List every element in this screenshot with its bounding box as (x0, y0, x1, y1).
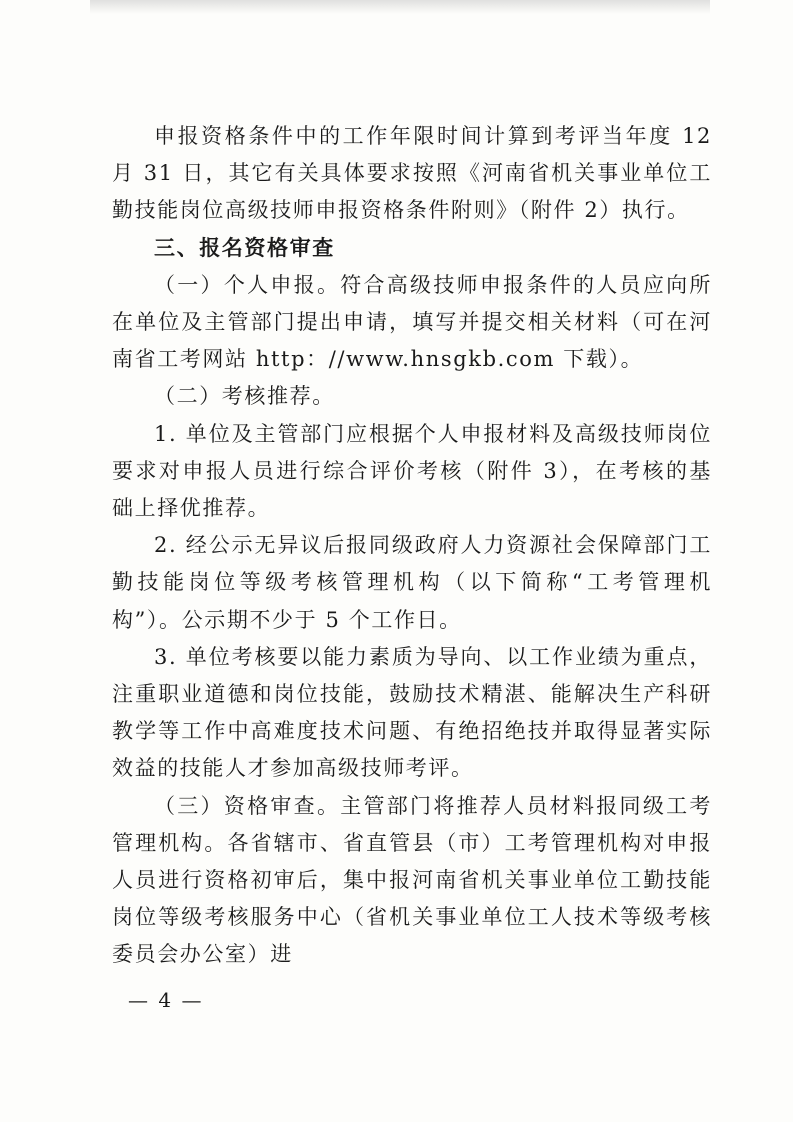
paragraph-qualification-review: （三）资格审查。主管部门将推荐人员材料报同级工考管理机构。各省辖市、省直管县（市）工考管理机构对申报人员进行资格初审后，集中报河南省机关事业单位工勤技能岗位等级考核服务中心（省机关事业单位工人技术等级考核委员会办公室）进 (112, 793, 712, 967)
paragraph-item-1: 1. 单位及主管部门应根据个人申报材料及高级技师岗位要求对申报人员进行综合评价考核（附件 3），在考核的基础上择优推荐。 (112, 421, 712, 521)
page-number: — 4 — (128, 988, 204, 1012)
scan-top-smudge (90, 0, 710, 14)
paragraph-item-3: 3. 单位考核要以能力素质为导向、以工作业绩为重点，注重职业道德和岗位技能，鼓励技术精湛、能解决生产科研教学等工作中高难度技术问题、有绝招绝技并取得显著实际效益的技能人才参加高级技师考评。 (112, 644, 712, 781)
document-body (112, 118, 712, 974)
paragraph-item-2: 2. 经公示无异议后报同级政府人力资源社会保障部门工勤技能岗位等级考核管理机构（以下简称“工考管理机构”）。公示期不少于 5 个工作日。 (112, 533, 712, 632)
paragraph-personal-application: （一）个人申报。符合高级技师申报条件的人员应向所在单位及主管部门提出申请，填写并提交相关材料（可在河南省工考网站 http：//www.hnsgkb.com 下载）。 (112, 272, 712, 372)
section-heading-eligibility-review: 三、报名资格审查 (154, 235, 335, 260)
paragraph-assessment-recommendation: （二）考核推荐。 (154, 384, 335, 409)
paragraph-work-years: 申报资格条件中的工作年限时间计算到考评当年度 12 月 31 日，其它有关具体要求按照《河南省机关事业单位工勤技能岗位高级技师申报资格条件附则》（附件 2）执行。 (112, 124, 712, 223)
